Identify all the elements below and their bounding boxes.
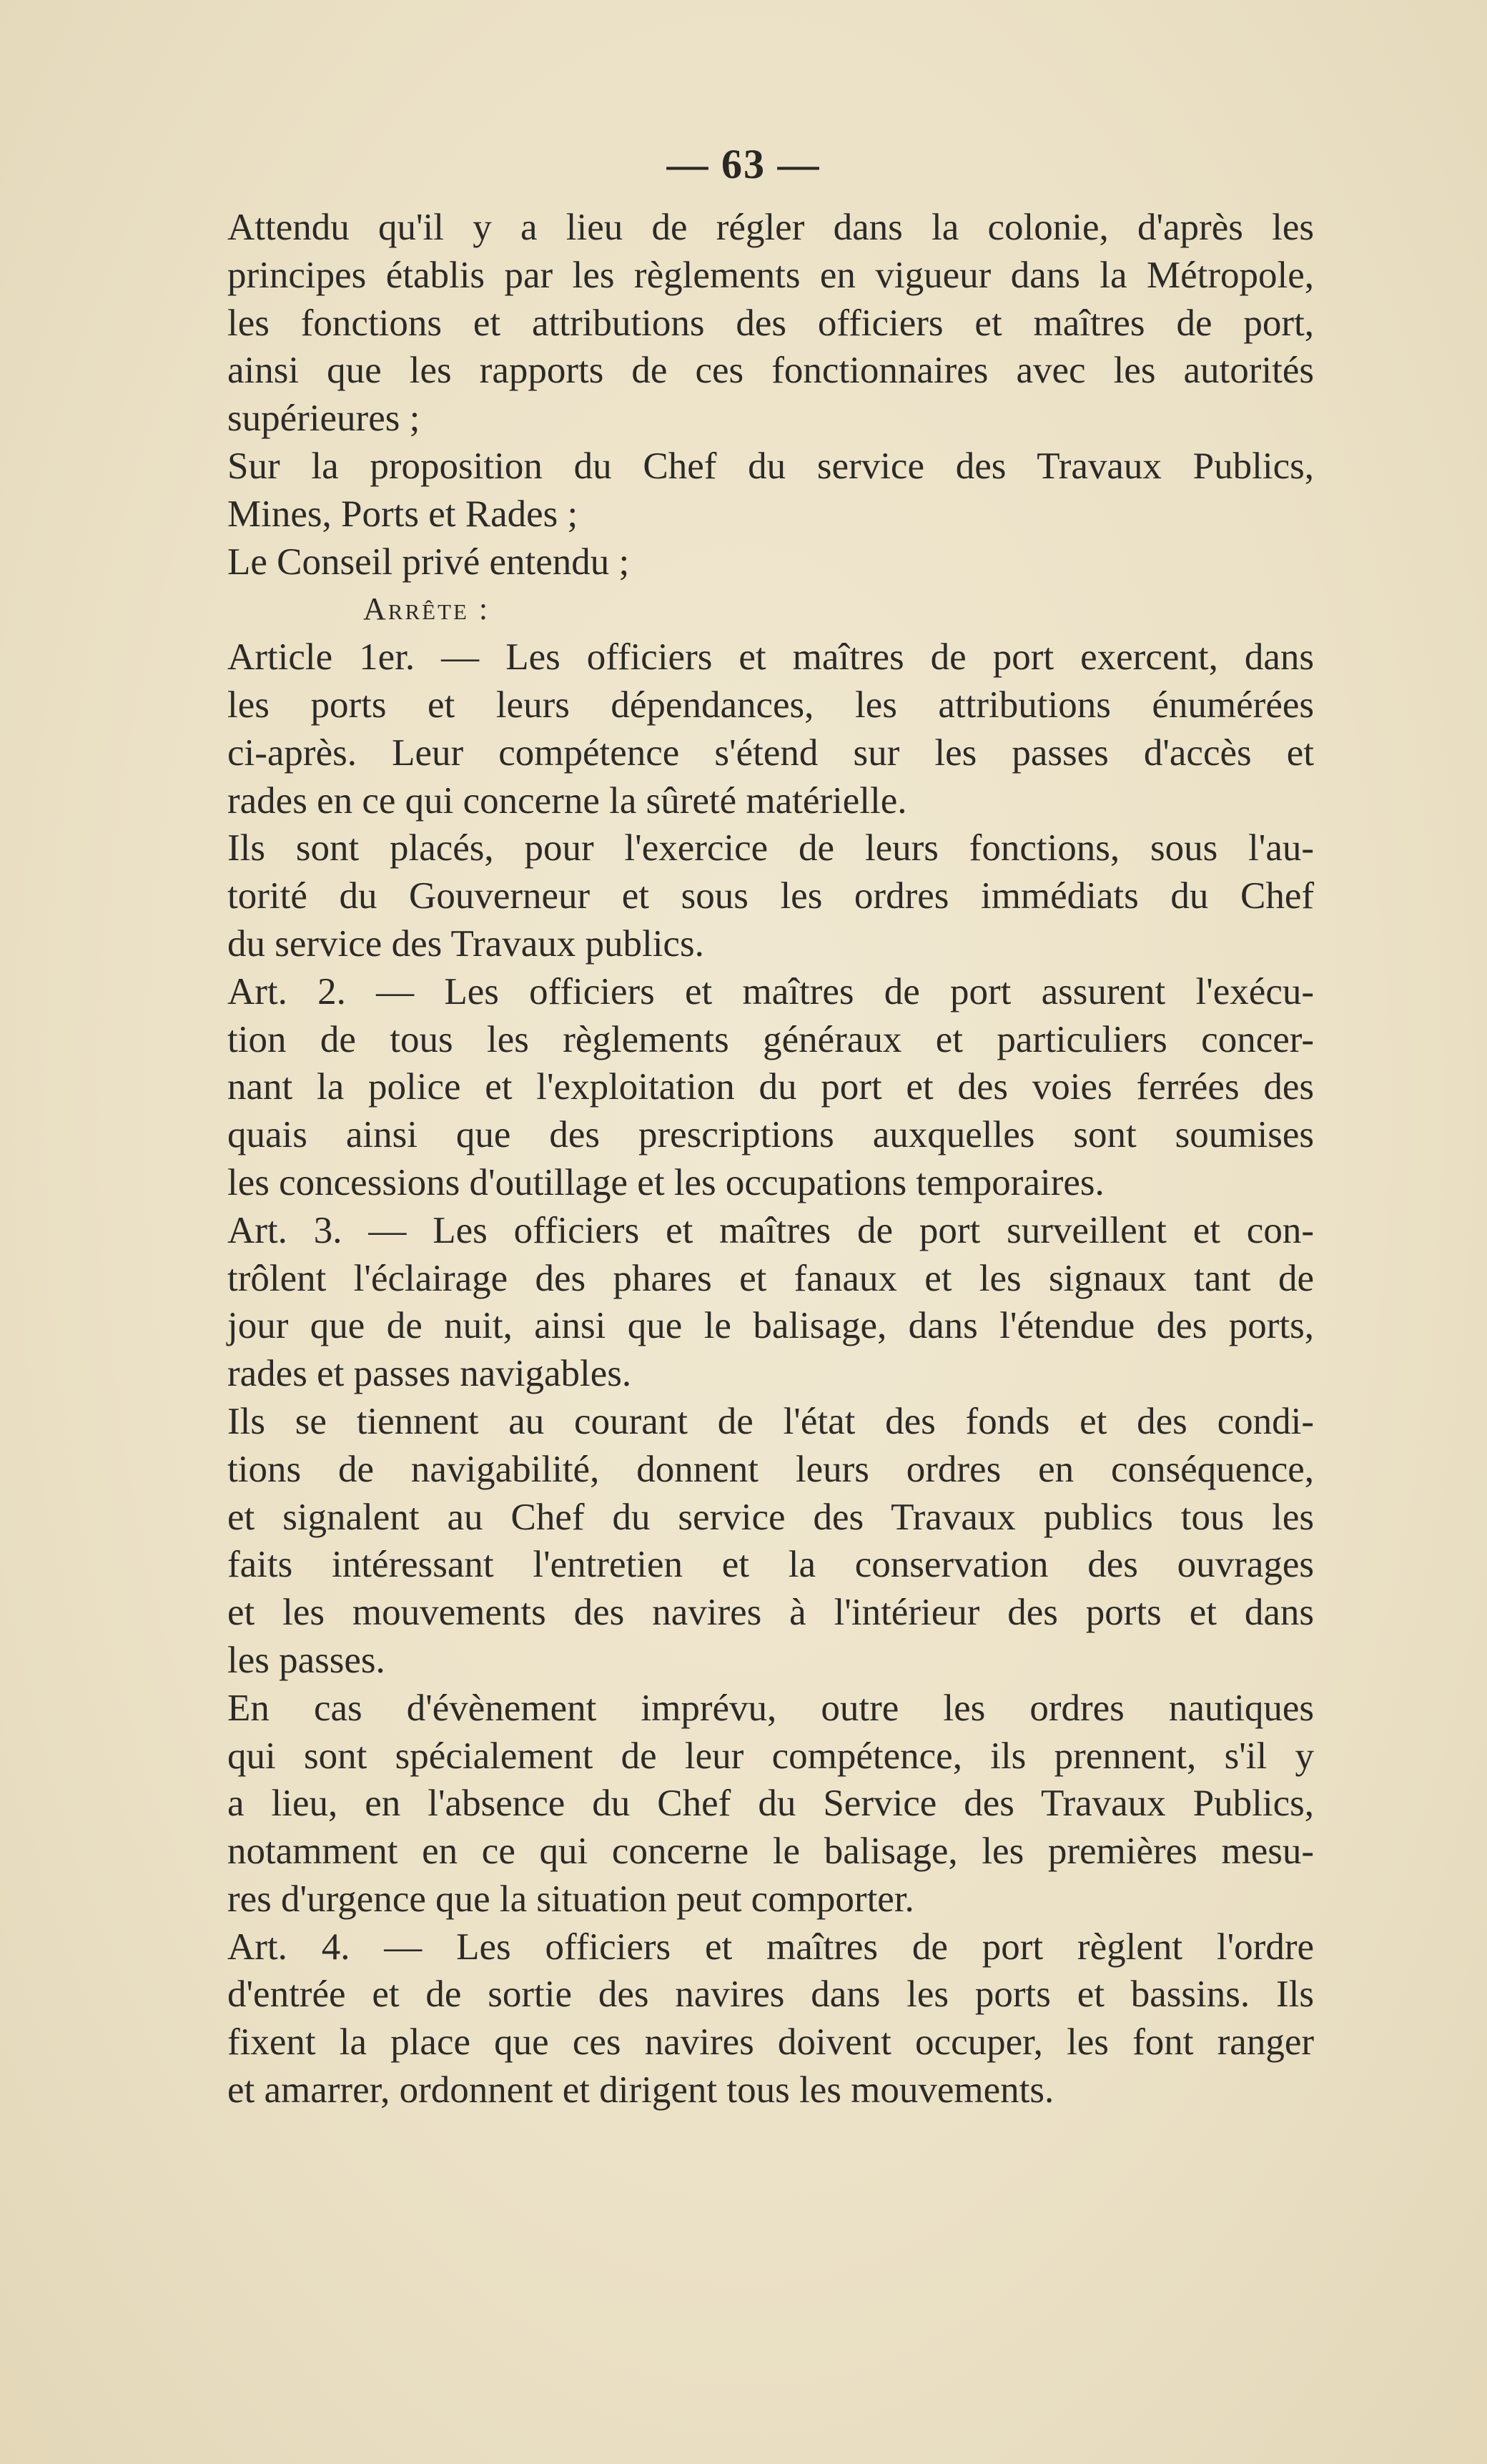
text-line: Art. 4. — Les officiers et maîtres de port règlent l'ordre [227, 1926, 1314, 1968]
text-line: Mines, Ports et Rades ; [227, 493, 578, 535]
paragraph-article-3-cont [227, 1398, 1314, 1685]
text-line: ci-après. Leur compétence s'étend sur les passes d'accès et [227, 731, 1314, 774]
text-line: ainsi que les rapports de ces fonctionnaires avec les autorités [227, 350, 1314, 392]
text-line: Ils se tiennent au courant de l'état des fonds et des condi- [227, 1400, 1314, 1442]
paragraph-article-3 [227, 1207, 1314, 1398]
text-line: Art. 2. — Les officiers et maîtres de port assurent l'exécu- [227, 970, 1314, 1012]
text-line: rades et passes navigables. [227, 1353, 632, 1395]
paragraph-article-2 [227, 968, 1314, 1207]
paragraph-arrete [227, 586, 1314, 634]
text-line: les passes. [227, 1639, 385, 1681]
text-line: En cas d'évènement imprévu, outre les ordres nautiques [227, 1687, 1314, 1729]
paragraph-evenement [227, 1685, 1314, 1923]
paragraph-article-4 [227, 1923, 1314, 2114]
text-line: tion de tous les règlements généraux et particuliers concer- [227, 1018, 1314, 1060]
arrete-heading: Arrête : [363, 591, 490, 627]
text-line: rades en ce qui concerne la sûreté matérielle. [227, 779, 907, 822]
text-line: et amarrer, ordonnent et dirigent tous les mouvements. [227, 2069, 1054, 2111]
text-line: Le Conseil privé entendu ; [227, 541, 630, 583]
text-line: les ports et leurs dépendances, les attributions énumérées [227, 684, 1314, 726]
text-line: faits intéressant l'entretien et la conservation des ouvrages [227, 1544, 1314, 1586]
text-line: a lieu, en l'absence du Chef du Service des Travaux Publics, [227, 1783, 1314, 1825]
text-line: quais ainsi que des prescriptions auxquelles sont soumises [227, 1114, 1314, 1156]
text-line: Ils sont placés, pour l'exercice de leurs fonctions, sous l'au- [227, 827, 1314, 869]
text-line: supérieures ; [227, 398, 420, 440]
paragraph-article-1-cont [227, 824, 1314, 967]
text-line: les concessions d'outillage et les occupations temporaires. [227, 1161, 1105, 1203]
text-line: nant la police et l'exploitation du port et des voies ferrées des [227, 1066, 1314, 1108]
page-number: — 63 — [666, 141, 821, 187]
text-line: Sur la proposition du Chef du service des Travaux Publics, [227, 445, 1314, 487]
text-line: qui sont spécialement de leur compétence, ils prennent, s'il y [227, 1735, 1314, 1777]
text-line: trôlent l'éclairage des phares et fanaux et les signaux tant de [227, 1257, 1314, 1299]
text-line: Article 1er. — Les officiers et maîtres de port exercent, dans [227, 636, 1314, 679]
paragraph-conseil [227, 538, 1314, 586]
text-line: les fonctions et attributions des officiers et maîtres de port, [227, 302, 1314, 344]
text-line: notamment en ce qui concerne le balisage, les premières mesu- [227, 1830, 1314, 1873]
text-line: Art. 3. — Les officiers et maîtres de port surveillent et con- [227, 1209, 1314, 1251]
text-line: principes établis par les règlements en vigueur dans la Métropole, [227, 254, 1314, 296]
text-line: jour que de nuit, ainsi que le balisage, dans l'étendue des ports, [227, 1305, 1314, 1347]
paragraph-attendu [227, 204, 1314, 443]
text-line: res d'urgence que la situation peut comporter. [227, 1878, 914, 1920]
paragraph-article-1 [227, 634, 1314, 824]
text-line: torité du Gouverneur et sous les ordres immédiats du Chef [227, 875, 1314, 917]
text-line: du service des Travaux publics. [227, 922, 704, 965]
text-line: tions de navigabilité, donnent leurs ordres en conséquence, [227, 1448, 1314, 1490]
text-line: et signalent au Chef du service des Travaux publics tous les [227, 1496, 1314, 1538]
text-line: d'entrée et de sortie des navires dans les ports et bassins. Ils [227, 1973, 1314, 2016]
paragraph-proposition [227, 443, 1314, 538]
text-line: et les mouvements des navires à l'intérieur des ports et dans [227, 1592, 1314, 1634]
text-line: fixent la place que ces navires doivent occuper, les font ranger [227, 2021, 1314, 2064]
document-body [227, 204, 1314, 2114]
text-line: Attendu qu'il y a lieu de régler dans la colonie, d'après les [227, 207, 1314, 248]
